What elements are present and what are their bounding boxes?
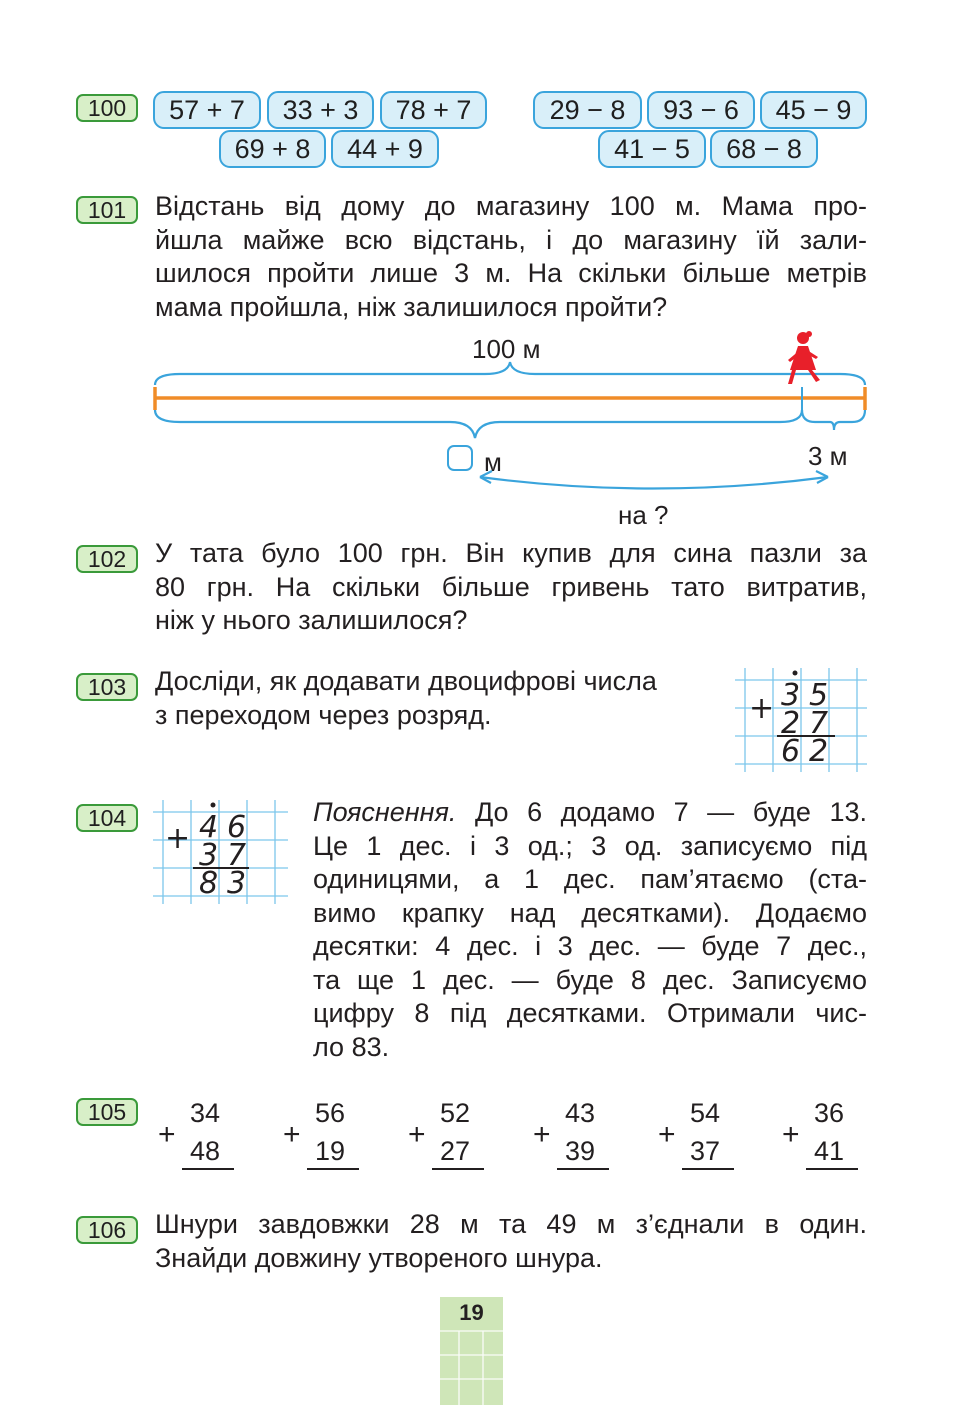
addend: 34 [190,1098,221,1128]
text-line: десятки: 4 дес. і 3 дес. — буде 7 дес., [313,931,867,961]
remaining-distance-label: 3 м [808,441,848,471]
column-addition-grid [735,668,867,772]
sum-line [182,1168,234,1170]
carry-dot [211,803,216,808]
addend: 39 [565,1136,596,1166]
exercise-number-101: 101 [76,196,138,224]
plus-sign: + [165,821,191,856]
sum-line [806,1168,858,1170]
digit: 8 [199,866,219,901]
digit: 2 [781,706,801,741]
text-line: ніж у нього залишилося? [155,605,468,635]
text-line [313,796,867,830]
bottom-brace-right [802,410,865,430]
walking-girl-icon [788,331,820,384]
expression-pill: 44 + 9 [331,130,439,168]
addend: 56 [315,1098,346,1128]
sum-line [557,1168,609,1170]
text-fragment: До 6 додамо 7 — буде 13. [456,797,867,827]
exercise-number-105: 105 [76,1098,138,1126]
total-distance-label: 100 м [472,334,541,364]
text-line: вимо крапку над десятками). Додаємо [313,897,867,928]
carry-dot [793,671,798,676]
top-brace [155,362,865,385]
addend: 27 [440,1136,471,1166]
digit: 3 [227,866,247,901]
exercise-number-102: 102 [76,545,138,573]
plus-sign: + [749,691,775,726]
expression-pill: 93 − 6 [647,91,755,129]
plus-sign: + [533,1118,551,1151]
difference-arrow [480,477,828,489]
text-line: Досліди, як додавати двоцифрові числа [155,666,657,696]
expression-pill: 78 + 7 [380,91,487,129]
plus-sign: + [283,1118,301,1151]
addend: 37 [690,1136,721,1166]
addend: 36 [814,1098,845,1128]
page-number: 19 [459,1300,484,1325]
addend: 19 [315,1136,346,1166]
digit: 5 [809,678,829,713]
digit: 6 [227,810,247,845]
exercise-number-106: 106 [76,1216,138,1244]
digit: 7 [809,706,829,741]
exercise-number-100: 100 [76,94,138,122]
addend: 41 [814,1136,845,1166]
expression-pill: 33 + 3 [267,91,374,129]
expression-pill: 69 + 8 [219,130,326,168]
bottom-brace-left [155,410,802,438]
answer-box [448,446,472,470]
expression-pill: 41 − 5 [598,130,706,168]
text-line: ло 83. [313,1031,390,1062]
plus-sign: + [408,1118,426,1151]
digit: 2 [809,734,829,769]
digit: 3 [199,838,219,873]
sum-line [307,1168,359,1170]
addend: 54 [690,1098,721,1128]
expression-pill: 45 − 9 [760,91,867,129]
difference-label: на ? [618,500,669,530]
text-line: Відстань від дому до магазину 100 м. Мама про- [155,191,867,221]
explanation-lead: Пояснення. [313,797,457,827]
sum-line [682,1168,734,1170]
text-line: шилося пройти лише 3 м. На скільки більше метрів [155,258,867,288]
page-number-block [440,1297,503,1405]
addend: 52 [440,1098,471,1128]
text-line: з переходом через розряд. [155,699,492,730]
sum-line [432,1168,484,1170]
unknown-unit-label: м [484,447,502,477]
text-line: У тата було 100 грн. Він купив для сина пазли за [155,538,867,568]
plus-sign: + [782,1118,800,1151]
digit: 3 [781,678,801,713]
text-line: Шнури завдовжки 28 м та 49 м з’єднали в один. [155,1209,867,1239]
digit: 7 [227,838,247,873]
addend: 43 [565,1098,596,1128]
expression-pill: 68 − 8 [710,130,818,168]
text-line: цифру 8 під десятками. Отримали чис- [313,998,867,1028]
exercise-number-104: 104 [76,804,138,832]
plus-sign: + [158,1118,176,1151]
text-line: Знайди довжину утвореного шнура. [155,1242,603,1273]
text-line: одиницями, а 1 дес. пам’ятаємо (ста- [313,864,867,894]
exercise-101-text [155,190,867,324]
expression-pill: 29 − 8 [533,91,642,129]
column-addition-grid [153,800,288,904]
expression-pill: 57 + 7 [153,91,261,129]
text-line: мама пройшла, ніж залишилося пройти? [155,291,668,322]
text-line: 80 грн. На скільки більше гривень тато витратив, [155,571,867,602]
exercise-number-103: 103 [76,673,138,701]
plus-sign: + [658,1118,676,1151]
text-line: Це 1 дес. і 3 од.; 3 од. записуємо під [313,830,867,861]
exercise-103-text [155,665,725,732]
exercise-104-explanation [313,796,867,1064]
exercise-102-text [155,537,867,638]
digit: 4 [199,810,219,845]
text-line: та ще 1 дес. — буде 8 дес. Записуємо [313,964,867,995]
digit: 6 [781,734,801,769]
addend: 48 [190,1136,221,1166]
exercise-106-text [155,1208,867,1275]
text-line: йшла майже всю відстань, і до магазину їй зали- [155,224,867,255]
